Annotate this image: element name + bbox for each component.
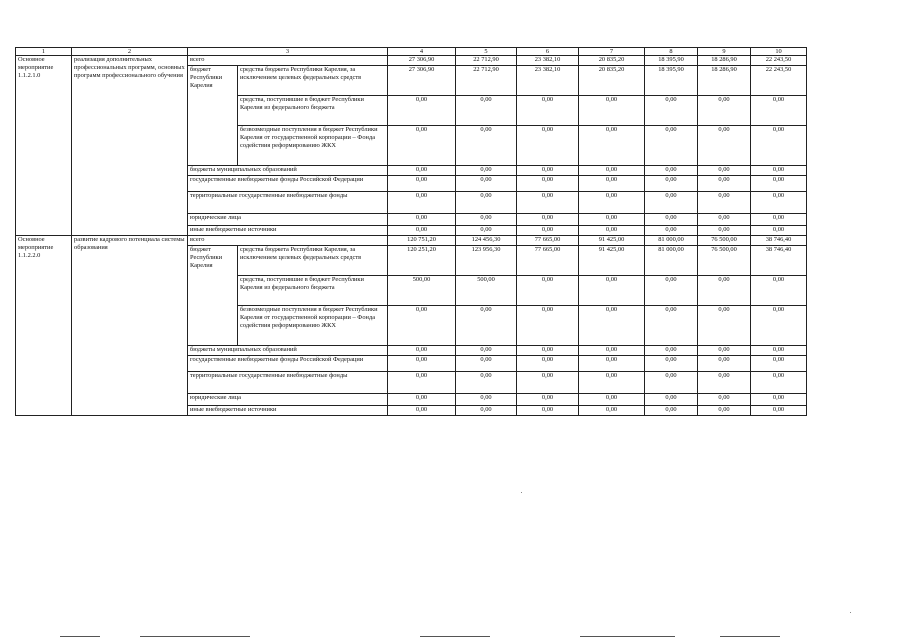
amount-cell: 0,00	[579, 226, 645, 236]
column-number: 10	[751, 48, 807, 56]
funding-source-label: бюджеты муниципальных образований	[188, 166, 388, 176]
amount-cell: 0,00	[645, 126, 698, 166]
column-number: 3	[188, 48, 388, 56]
amount-cell: 0,00	[698, 226, 751, 236]
funding-source-label: средства, поступившие в бюджет Республики Карелия из федерального бюджета	[238, 96, 388, 126]
amount-cell: 0,00	[388, 346, 456, 356]
column-number: 7	[579, 48, 645, 56]
amount-cell: 0,00	[517, 192, 579, 214]
amount-cell: 0,00	[645, 306, 698, 346]
amount-cell: 0,00	[698, 372, 751, 394]
amount-cell: 0,00	[456, 372, 517, 394]
total-row	[16, 56, 807, 66]
amount-cell: 91 425,00	[579, 236, 645, 246]
amount-cell: 0,00	[751, 176, 807, 192]
amount-cell: 0,00	[579, 356, 645, 372]
amount-cell: 0,00	[645, 96, 698, 126]
amount-cell: 0,00	[645, 394, 698, 406]
funding-source-label: средства бюджета Республики Карелия, за исключением целевых федеральных средств	[238, 246, 388, 276]
funding-source-label: территориальные государственные внебюджетные фонды	[188, 372, 388, 394]
amount-cell: 0,00	[456, 192, 517, 214]
amount-cell: 0,00	[751, 96, 807, 126]
amount-cell: 0,00	[698, 214, 751, 226]
amount-cell: 0,00	[579, 276, 645, 306]
amount-cell: 0,00	[579, 372, 645, 394]
amount-cell: 0,00	[698, 394, 751, 406]
amount-cell: 23 382,10	[517, 56, 579, 66]
amount-cell: 0,00	[517, 306, 579, 346]
scan-artifact	[420, 636, 490, 637]
amount-cell: 0,00	[456, 346, 517, 356]
amount-cell: 0,00	[698, 192, 751, 214]
amount-cell: 27 306,90	[388, 56, 456, 66]
scan-dot	[521, 492, 522, 493]
amount-cell: 0,00	[456, 214, 517, 226]
amount-cell: 0,00	[698, 176, 751, 192]
amount-cell: 76 500,00	[698, 246, 751, 276]
amount-cell: 0,00	[579, 166, 645, 176]
amount-cell: 0,00	[579, 394, 645, 406]
column-number: 8	[645, 48, 698, 56]
amount-cell: 0,00	[517, 356, 579, 372]
amount-cell: 0,00	[751, 214, 807, 226]
event-type: Основное мероприятие 1.1.2.2.0	[16, 236, 72, 416]
budget-group-label: бюджет Республики Карелия	[188, 246, 238, 346]
budget-group-label: бюджет Республики Карелия	[188, 66, 238, 166]
funding-source-label: безвозмездные поступления в бюджет Республики Карелия от государственной корпорации – Фонда содействия реформированию ЖКХ	[238, 126, 388, 166]
amount-cell: 0,00	[517, 214, 579, 226]
funding-source-label: всего	[188, 236, 388, 246]
funding-source-label: территориальные государственные внебюджетные фонды	[188, 192, 388, 214]
amount-cell: 0,00	[456, 166, 517, 176]
amount-cell: 0,00	[751, 276, 807, 306]
event-description: реализация дополнительных профессиональных программ, основных программ профессионального обучения	[72, 56, 188, 236]
amount-cell: 0,00	[456, 306, 517, 346]
amount-cell: 77 665,00	[517, 236, 579, 246]
funding-source-label: всего	[188, 56, 388, 66]
amount-cell: 0,00	[517, 372, 579, 394]
amount-cell: 0,00	[698, 356, 751, 372]
funding-source-label: иные внебюджетные источники	[188, 226, 388, 236]
amount-cell: 0,00	[645, 406, 698, 416]
amount-cell: 0,00	[698, 406, 751, 416]
amount-cell: 81 000,00	[645, 236, 698, 246]
amount-cell: 0,00	[698, 166, 751, 176]
amount-cell: 0,00	[456, 356, 517, 372]
amount-cell: 0,00	[517, 166, 579, 176]
scan-artifact	[580, 636, 675, 637]
amount-cell: 0,00	[388, 394, 456, 406]
scan-artifact	[140, 636, 250, 637]
column-number-row	[16, 48, 807, 56]
amount-cell: 0,00	[388, 192, 456, 214]
funding-source-label: юридические лица	[188, 214, 388, 226]
event-description: развитие кадрового потенциала системы образования	[72, 236, 188, 416]
amount-cell: 0,00	[388, 166, 456, 176]
amount-cell: 91 425,00	[579, 246, 645, 276]
column-number: 5	[456, 48, 517, 56]
amount-cell: 76 500,00	[698, 236, 751, 246]
amount-cell: 0,00	[698, 96, 751, 126]
amount-cell: 20 835,20	[579, 56, 645, 66]
funding-source-label: иные внебюджетные источники	[188, 406, 388, 416]
amount-cell: 0,00	[579, 192, 645, 214]
funding-source-label: государственные внебюджетные фонды Российской Федерации	[188, 356, 388, 372]
amount-cell: 0,00	[456, 226, 517, 236]
amount-cell: 0,00	[645, 214, 698, 226]
amount-cell: 77 665,00	[517, 246, 579, 276]
event-type: Основное мероприятие 1.1.2.1.0	[16, 56, 72, 236]
amount-cell: 20 835,20	[579, 66, 645, 96]
amount-cell: 0,00	[579, 176, 645, 192]
amount-cell: 0,00	[645, 192, 698, 214]
amount-cell: 38 746,40	[751, 246, 807, 276]
scan-artifact	[720, 636, 780, 637]
amount-cell: 120 251,20	[388, 246, 456, 276]
amount-cell: 123 956,30	[456, 246, 517, 276]
amount-cell: 0,00	[645, 276, 698, 306]
amount-cell: 0,00	[751, 346, 807, 356]
amount-cell: 0,00	[751, 226, 807, 236]
amount-cell: 0,00	[456, 406, 517, 416]
funding-source-label: средства бюджета Республики Карелия, за исключением целевых федеральных средств	[238, 66, 388, 96]
funding-source-label: юридические лица	[188, 394, 388, 406]
amount-cell: 0,00	[645, 346, 698, 356]
amount-cell: 81 000,00	[645, 246, 698, 276]
amount-cell: 0,00	[517, 406, 579, 416]
amount-cell: 0,00	[645, 356, 698, 372]
funding-source-label: средства, поступившие в бюджет Республики Карелия из федерального бюджета	[238, 276, 388, 306]
amount-cell: 18 395,90	[645, 56, 698, 66]
total-row	[16, 236, 807, 246]
amount-cell: 0,00	[698, 276, 751, 306]
amount-cell: 0,00	[456, 126, 517, 166]
column-number: 4	[388, 48, 456, 56]
amount-cell: 0,00	[517, 394, 579, 406]
amount-cell: 0,00	[751, 192, 807, 214]
amount-cell: 18 286,90	[698, 56, 751, 66]
amount-cell: 38 746,40	[751, 236, 807, 246]
funding-source-label: государственные внебюджетные фонды Российской Федерации	[188, 176, 388, 192]
amount-cell: 0,00	[388, 176, 456, 192]
amount-cell: 0,00	[517, 276, 579, 306]
amount-cell: 120 751,20	[388, 236, 456, 246]
amount-cell: 0,00	[751, 306, 807, 346]
scan-artifact	[60, 636, 100, 637]
amount-cell: 0,00	[698, 306, 751, 346]
amount-cell: 0,00	[517, 346, 579, 356]
amount-cell: 0,00	[517, 96, 579, 126]
amount-cell: 22 712,90	[456, 66, 517, 96]
amount-cell: 0,00	[456, 176, 517, 192]
amount-cell: 0,00	[388, 214, 456, 226]
amount-cell: 0,00	[579, 126, 645, 166]
amount-cell: 0,00	[751, 166, 807, 176]
amount-cell: 0,00	[751, 372, 807, 394]
amount-cell: 0,00	[517, 126, 579, 166]
amount-cell: 0,00	[751, 406, 807, 416]
amount-cell: 0,00	[698, 126, 751, 166]
amount-cell: 0,00	[388, 372, 456, 394]
amount-cell: 0,00	[579, 306, 645, 346]
amount-cell: 0,00	[388, 306, 456, 346]
amount-cell: 18 395,90	[645, 66, 698, 96]
amount-cell: 0,00	[456, 96, 517, 126]
column-number: 2	[72, 48, 188, 56]
budget-table	[15, 47, 807, 416]
amount-cell: 0,00	[751, 126, 807, 166]
amount-cell: 0,00	[388, 96, 456, 126]
amount-cell: 0,00	[645, 176, 698, 192]
amount-cell: 0,00	[517, 176, 579, 192]
funding-source-label: бюджеты муниципальных образований	[188, 346, 388, 356]
column-number: 1	[16, 48, 72, 56]
scan-dot	[850, 612, 851, 613]
amount-cell: 22 243,50	[751, 66, 807, 96]
amount-cell: 0,00	[388, 356, 456, 372]
amount-cell: 0,00	[751, 356, 807, 372]
amount-cell: 0,00	[579, 214, 645, 226]
amount-cell: 0,00	[579, 406, 645, 416]
amount-cell: 0,00	[517, 226, 579, 236]
amount-cell: 22 712,90	[456, 56, 517, 66]
amount-cell: 0,00	[698, 346, 751, 356]
column-number: 9	[698, 48, 751, 56]
amount-cell: 0,00	[751, 394, 807, 406]
amount-cell: 124 456,30	[456, 236, 517, 246]
amount-cell: 0,00	[579, 96, 645, 126]
amount-cell: 0,00	[388, 406, 456, 416]
amount-cell: 23 382,10	[517, 66, 579, 96]
amount-cell: 0,00	[388, 126, 456, 166]
column-number: 6	[517, 48, 579, 56]
amount-cell: 18 286,90	[698, 66, 751, 96]
amount-cell: 0,00	[388, 226, 456, 236]
funding-source-label: безвозмездные поступления в бюджет Республики Карелия от государственной корпорации – Фонда содействия реформированию ЖКХ	[238, 306, 388, 346]
amount-cell: 22 243,50	[751, 56, 807, 66]
amount-cell: 0,00	[645, 372, 698, 394]
amount-cell: 0,00	[579, 346, 645, 356]
amount-cell: 0,00	[645, 226, 698, 236]
amount-cell: 0,00	[456, 394, 517, 406]
amount-cell: 0,00	[645, 166, 698, 176]
amount-cell: 500,00	[456, 276, 517, 306]
amount-cell: 27 306,90	[388, 66, 456, 96]
amount-cell: 500,00	[388, 276, 456, 306]
